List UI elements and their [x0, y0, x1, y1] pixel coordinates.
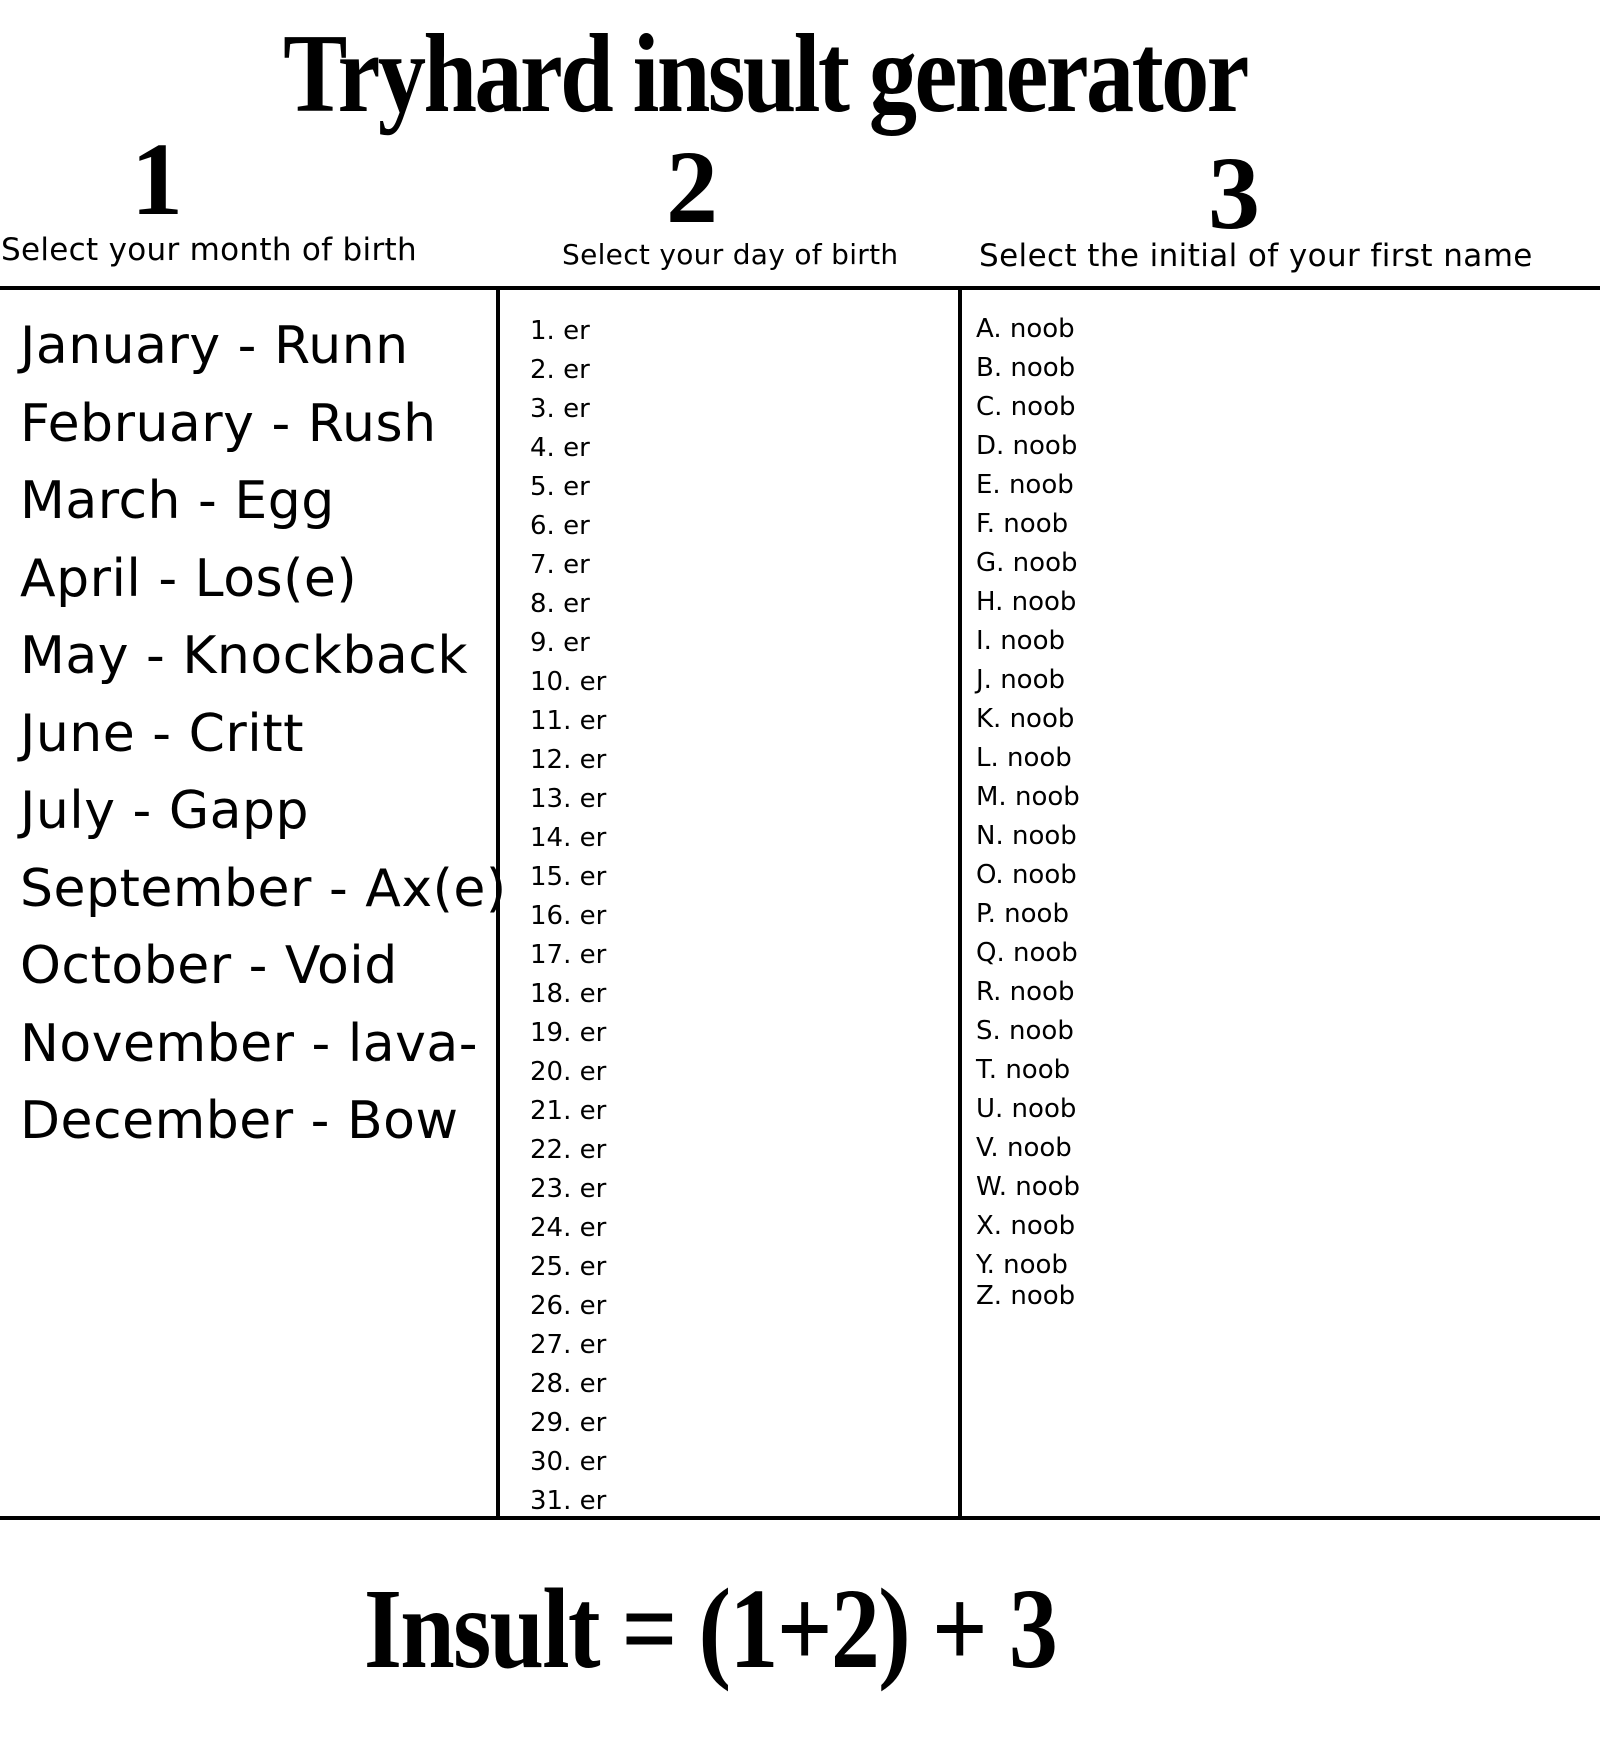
list-item: S. noob: [976, 1016, 1074, 1046]
list-item: 9. er: [530, 628, 590, 658]
list-item: N. noob: [976, 821, 1077, 851]
column-divider-2: [958, 288, 962, 1520]
list-item: 29. er: [530, 1408, 607, 1438]
footer-divider: [0, 1516, 1600, 1520]
list-item: 5. er: [530, 472, 590, 502]
list-item: H. noob: [976, 587, 1077, 617]
list-item: X. noob: [976, 1211, 1076, 1241]
initial-list: [976, 310, 1080, 1309]
list-item: T. noob: [976, 1055, 1071, 1085]
list-item: October - Void: [20, 936, 398, 996]
list-item: M. noob: [976, 782, 1080, 812]
list-item: 14. er: [530, 823, 607, 853]
list-item: Z. noob: [976, 1281, 1076, 1311]
list-item: 19. er: [530, 1018, 607, 1048]
list-item: March - Egg: [20, 471, 335, 531]
header-divider: [0, 286, 1600, 290]
list-item: 25. er: [530, 1252, 607, 1282]
list-item: January - Runn: [20, 316, 409, 376]
list-item: U. noob: [976, 1094, 1077, 1124]
column-3-instruction: Select the initial of your first name: [979, 238, 1533, 274]
list-item: December - Bow: [20, 1091, 459, 1151]
list-item: April - Los(e): [20, 548, 358, 609]
list-item: D. noob: [976, 431, 1078, 461]
list-item: 31. er: [530, 1486, 607, 1516]
list-item: 10. er: [530, 667, 607, 697]
list-item: September - Ax(e): [20, 858, 507, 919]
list-item: 27. er: [530, 1330, 607, 1360]
list-item: 21. er: [530, 1096, 607, 1126]
list-item: May - Knockback: [20, 626, 468, 686]
list-item: 18. er: [530, 979, 607, 1009]
list-item: Y. noob: [976, 1250, 1068, 1280]
list-item: J. noob: [976, 665, 1065, 695]
list-item: 16. er: [530, 901, 607, 931]
list-item: 12. er: [530, 745, 607, 775]
list-item: 17. er: [530, 940, 607, 970]
list-item: K. noob: [976, 704, 1075, 734]
list-item: 13. er: [530, 784, 607, 814]
column-2-instruction: Select your day of birth: [562, 238, 899, 271]
list-item: February - Rush: [20, 393, 437, 454]
list-item: V. noob: [976, 1133, 1072, 1163]
list-item: 15. er: [530, 862, 607, 892]
list-item: Q. noob: [976, 938, 1078, 968]
list-item: P. noob: [976, 899, 1069, 929]
list-item: November - lava-: [20, 1013, 479, 1074]
list-item: I. noob: [976, 626, 1065, 656]
list-item: 28. er: [530, 1369, 607, 1399]
list-item: O. noob: [976, 860, 1077, 890]
list-item: G. noob: [976, 548, 1078, 578]
list-item: 24. er: [530, 1213, 607, 1243]
list-item: L. noob: [976, 743, 1072, 773]
list-item: C. noob: [976, 392, 1076, 422]
insult-formula: Insult = (1+2) + 3: [363, 1565, 1057, 1692]
list-item: 23. er: [530, 1174, 607, 1204]
column-1-number: 1: [131, 122, 183, 237]
list-item: 8. er: [530, 589, 590, 619]
list-item: 3. er: [530, 394, 590, 424]
list-item: B. noob: [976, 353, 1076, 383]
list-item: E. noob: [976, 470, 1074, 500]
list-item: F. noob: [976, 509, 1069, 539]
list-item: R. noob: [976, 977, 1075, 1007]
page-title: Tryhard insult generator: [283, 12, 1247, 136]
column-1-instruction: Select your month of birth: [1, 232, 417, 268]
column-3-number: 3: [1208, 136, 1260, 251]
list-item: 22. er: [530, 1135, 607, 1165]
list-item: 7. er: [530, 550, 590, 580]
list-item: June - Critt: [20, 703, 304, 764]
column-2-number: 2: [666, 130, 718, 245]
day-list: [530, 312, 606, 1521]
list-item: A. noob: [976, 314, 1075, 344]
list-item: 30. er: [530, 1447, 607, 1477]
month-list: [20, 308, 507, 1161]
list-item: 1. er: [530, 316, 590, 346]
list-item: 4. er: [530, 433, 590, 463]
list-item: 6. er: [530, 511, 590, 541]
list-item: 11. er: [530, 706, 607, 736]
list-item: 20. er: [530, 1057, 607, 1087]
list-item: July - Gapp: [20, 781, 310, 841]
list-item: W. noob: [976, 1172, 1081, 1202]
list-item: 2. er: [530, 355, 590, 385]
list-item: 26. er: [530, 1291, 607, 1321]
